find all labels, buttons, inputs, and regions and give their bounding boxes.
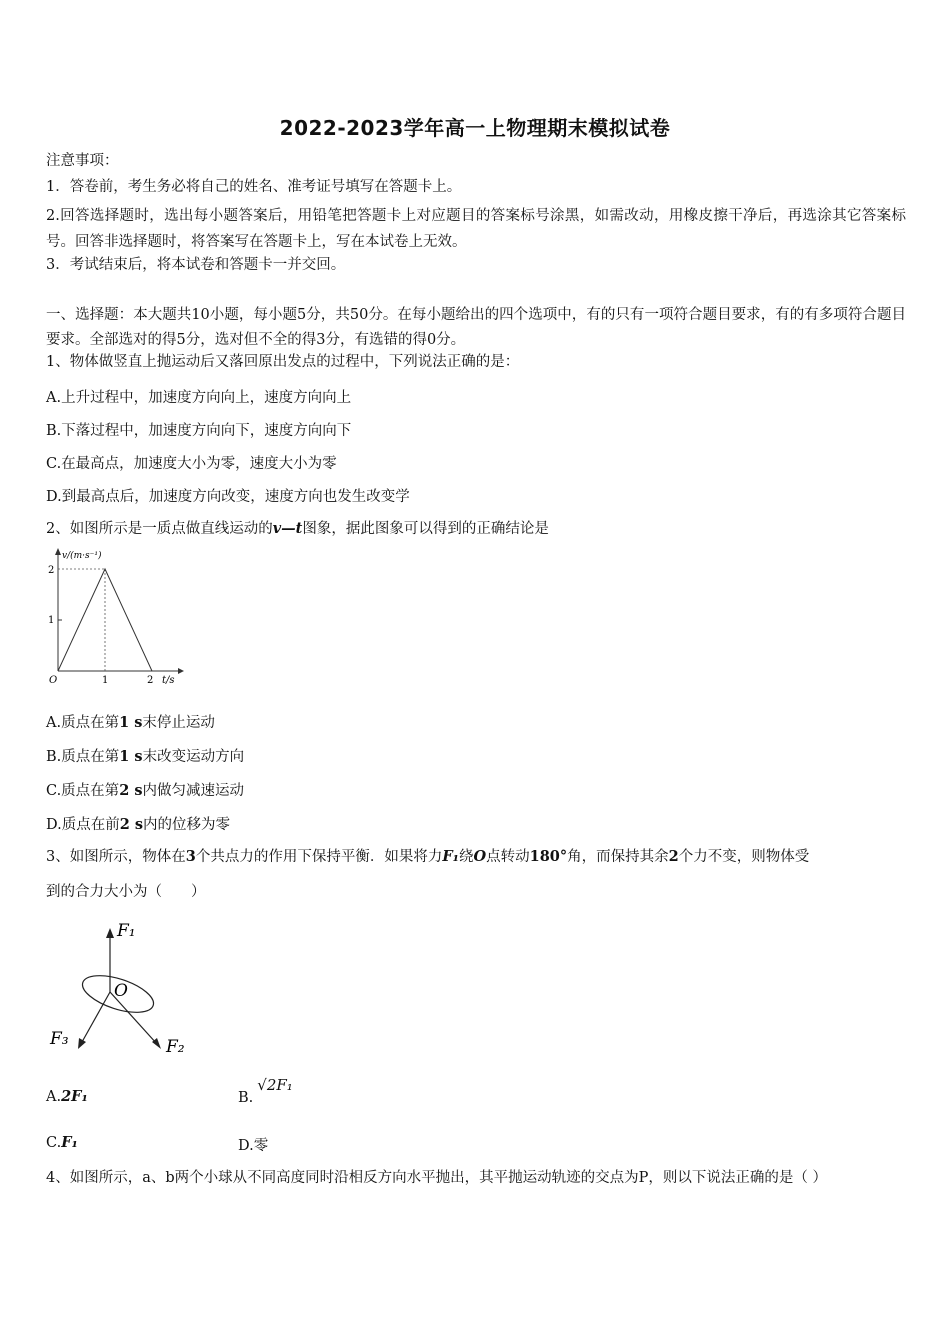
f3-label: F₃ <box>50 1029 69 1049</box>
q3-option-c: C.F₁ <box>46 1134 78 1151</box>
notice-item-2: 2.回答选择题时，选出每小题答案后，用铅笔把答题卡上对应题目的答案标号涂黑，如需改动，用橡皮擦干净后，再选涂其它答案标号。回答非选择题时，将答案写在答题卡上，写在本试卷上无效。 <box>46 208 906 250</box>
q1-option-d: D.到最高点后，加速度方向改变，速度方向也发生改变学 <box>46 489 410 505</box>
f3-arrowhead-icon <box>78 1038 86 1049</box>
vt-graph <box>44 545 184 691</box>
f2-label: F₂ <box>166 1037 185 1057</box>
q2-stem-symbol: v—t <box>272 520 303 537</box>
page-title: 2022-2023学年高一上物理期末模拟试卷 <box>279 116 671 140</box>
o-label: O <box>114 981 128 1001</box>
q4-stem: 4、如图所示，a、b两个小球从不同高度同时沿相反方向水平抛出，其平抛运动轨迹的交点为P，则以下说法正确的是（ ） <box>46 1170 828 1186</box>
x-tick-label-1: 1 <box>102 675 109 686</box>
q3-stem-line1: 3、如图所示，物体在3个共点力的作用下保持平衡．如果将力F₁绕O点转动180°角，而保持其余2个力不变，则物体受 <box>46 848 810 865</box>
y-tick-label-2: 2 <box>48 565 55 576</box>
q3-option-d: D.零 <box>238 1138 269 1154</box>
x-tick-label-2: 2 <box>147 675 154 686</box>
notice-item-1: 1．答卷前，考生务必将自己的姓名、准考证号填写在答题卡上。 <box>46 179 462 195</box>
q1-option-b: B.下落过程中，加速度方向向下，速度方向向下 <box>46 423 352 439</box>
q2-stem <box>46 519 549 539</box>
q3-option-a: A.2F₁ <box>46 1088 88 1105</box>
q1-option-a: A.上升过程中，加速度方向向上，速度方向向上 <box>46 390 352 406</box>
q2-option-b: B.质点在第1 s末改变运动方向 <box>46 748 245 765</box>
origin-label: O <box>49 675 58 686</box>
q3-stem-line2: 到的合力大小为（ ） <box>46 884 206 900</box>
y-axis-arrow-icon <box>55 548 61 555</box>
f3-arrow <box>82 992 110 1042</box>
force-diagram <box>44 912 204 1062</box>
f1-label: F₁ <box>117 921 136 941</box>
f1-arrowhead-icon <box>106 928 114 938</box>
q1-stem: 1、物体做竖直上抛运动后又落回原出发点的过程中，下列说法正确的是： <box>46 354 520 370</box>
q2-option-a: A.质点在第1 s末停止运动 <box>46 714 215 731</box>
q2-option-d: D.质点在前2 s内的位移为零 <box>46 816 231 833</box>
q3-option-b: B.√2F₁ <box>238 1076 293 1106</box>
q1-option-c: C.在最高点，加速度大小为零，速度大小为零 <box>46 456 337 472</box>
x-axis-arrow-icon <box>178 668 184 674</box>
notice-item-3: 3．考试结束后，将本试卷和答题卡一并交回。 <box>46 257 346 273</box>
x-axis-label: t/s <box>162 675 175 686</box>
q2-stem-post: 图象，据此图象可以得到的正确结论是 <box>302 521 549 537</box>
section-intro: 一、选择题：本大题共10小题，每小题5分，共50分。在每小题给出的四个选项中，有的只有一项符合题目要求，有的有多项符合题目要求。全部选对的得5分，选对但不全的得3分，有选错的得0分。 <box>46 307 906 348</box>
q2-stem-pre: 2、如图所示是一质点做直线运动的 <box>46 521 273 537</box>
q2-option-c: C.质点在第2 s内做匀减速运动 <box>46 782 244 799</box>
y-axis-label: v/(m·s⁻¹) <box>62 551 102 561</box>
y-tick-label-1: 1 <box>48 615 55 626</box>
notice-heading: 注意事项： <box>46 153 119 169</box>
vt-line <box>58 569 152 671</box>
